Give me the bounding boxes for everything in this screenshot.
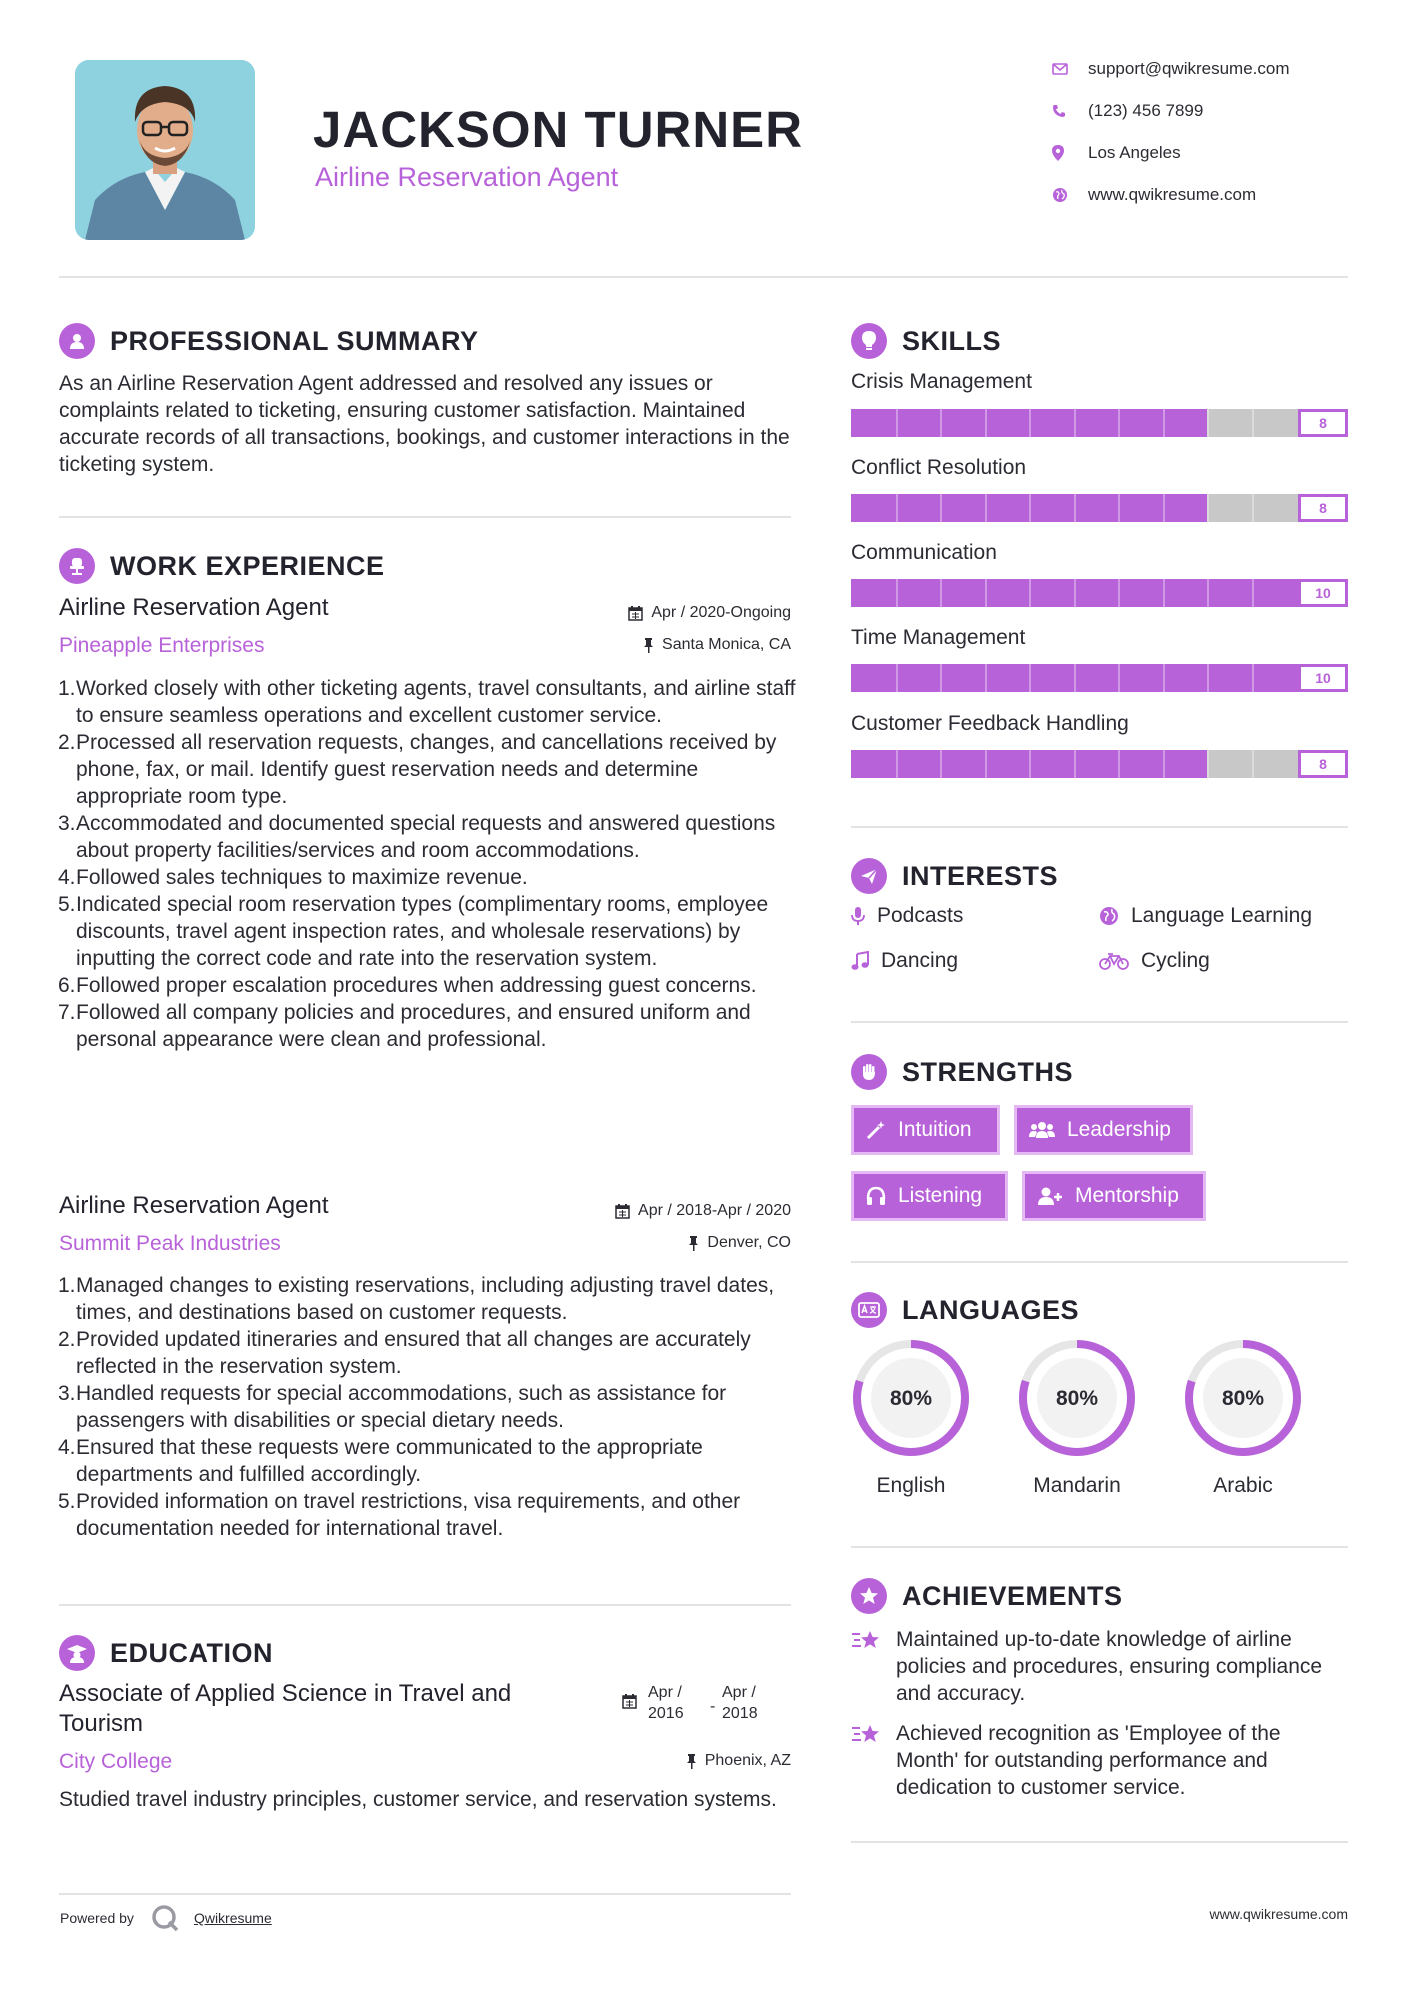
skill-bar-segment — [1163, 494, 1165, 522]
strength-chip-mentorship: Mentorship — [1022, 1171, 1206, 1221]
skill-bar-segment — [896, 750, 898, 778]
skill-bar-segment — [1163, 409, 1165, 437]
skill-name: Crisis Management — [851, 370, 1032, 393]
skill-value: 10 — [1298, 579, 1348, 607]
school-name: City College — [59, 1750, 173, 1773]
candidate-name: JACKSON TURNER — [313, 101, 804, 158]
job-title: Airline Reservation Agent — [59, 1192, 329, 1219]
skill-bar-segment — [1207, 579, 1209, 607]
thumbtack-icon — [643, 638, 654, 653]
list-item: 5. Indicated special room reservation types (complimentary rooms, employee discounts, travel agent inspection rates, and wholesale reservations) by inputting the correct code and rate into the reservation system. — [58, 893, 769, 970]
skill-bar-segment — [1252, 409, 1254, 437]
skill-bar-segment — [1029, 750, 1031, 778]
skill-bar-segment — [1118, 409, 1120, 437]
envelope-icon — [1048, 63, 1088, 75]
hand-icon — [851, 1054, 887, 1090]
contact-phone-text: (123) 456 7899 — [1088, 101, 1204, 120]
language-progress-ring — [850, 1337, 972, 1459]
interests-section-header — [851, 856, 1058, 896]
language-name: Arabic — [1213, 1474, 1273, 1497]
skill-bar-segment — [1029, 664, 1031, 692]
skill-bar-segment — [1118, 750, 1120, 778]
interest-language-learning: Language Learning — [1099, 904, 1312, 928]
microphone-icon — [851, 906, 865, 926]
strength-chip-intuition: Intuition — [851, 1105, 1000, 1155]
education-section-header — [59, 1633, 273, 1673]
languages-divider — [851, 1546, 1348, 1548]
skill-bar-segment — [1252, 750, 1254, 778]
skill-value: 10 — [1298, 664, 1348, 692]
skill-bar-segment — [940, 750, 942, 778]
list-item: 4. Ensured that these requests were communicated to the appropriate departments and fulfilled accordingly. — [58, 1436, 703, 1486]
job-bullet-list — [58, 1272, 798, 1542]
achievement-item: Maintained up-to-date knowledge of airline policies and procedures, ensuring compliance and accuracy. — [896, 1628, 1323, 1705]
list-item: 6. Followed proper escalation procedures when addressing guest concerns. — [58, 974, 757, 997]
star-badge-icon — [851, 1578, 887, 1614]
skill-bar-segment — [896, 579, 898, 607]
language-name: Mandarin — [1033, 1474, 1121, 1497]
paper-plane-icon — [851, 858, 887, 894]
language-name: English — [876, 1474, 946, 1497]
list-item: 4. Followed sales techniques to maximize revenue. — [58, 866, 528, 889]
education-divider — [59, 1893, 791, 1895]
contact-website[interactable] — [1048, 180, 1348, 210]
skill-bar — [851, 494, 1348, 522]
lightbulb-icon — [851, 323, 887, 359]
skill-bar-fill — [851, 579, 1348, 607]
skill-bar-segment — [1163, 750, 1165, 778]
user-icon — [59, 323, 95, 359]
language-icon — [851, 1292, 887, 1328]
skill-bar — [851, 750, 1348, 778]
skill-bar-segment — [1074, 664, 1076, 692]
language-progress-ring — [1016, 1337, 1138, 1459]
achievement-item: Achieved recognition as 'Employee of the Month' for outstanding performance and dedication to customer service. — [896, 1722, 1281, 1799]
skill-bar-segment — [1207, 409, 1209, 437]
list-item: 7. Followed all company policies and procedures, and ensured uniform and personal appearance were clean and professional. — [58, 1001, 751, 1051]
contact-email[interactable] — [1048, 54, 1348, 84]
skill-bar-segment — [1118, 664, 1120, 692]
job-company: Summit Peak Industries — [59, 1232, 281, 1255]
list-item: 2. Processed all reservation requests, changes, and cancellations received by phone, fax, or mail. Identify guest reservation needs and determine appropriate room type. — [58, 731, 777, 808]
languages-section-header — [851, 1290, 1079, 1330]
skill-bar-segment — [940, 409, 942, 437]
list-item: 1. Managed changes to existing reservations, including adjusting travel dates, times, and destinations based on customer requests. — [58, 1274, 775, 1324]
thumbtack-icon — [686, 1754, 697, 1769]
skill-bar-segment — [985, 409, 987, 437]
list-item: 1. Worked closely with other ticketing agents, travel consultants, and airline staff to ensure seamless operations and excellent customer service. — [58, 677, 796, 727]
job-date — [491, 1202, 791, 1220]
strength-chip-leadership: Leadership — [1014, 1105, 1193, 1155]
skill-bar-segment — [1029, 579, 1031, 607]
strengths-heading: STRENGTHS — [902, 1056, 1074, 1087]
strength-chip-listening: Listening — [851, 1171, 1008, 1221]
experience-divider — [59, 1604, 791, 1606]
qwikresume-logo-icon — [150, 1903, 180, 1933]
user-plus-icon — [1037, 1186, 1063, 1206]
skills-section-header — [851, 321, 1001, 361]
skill-bar-segment — [985, 750, 987, 778]
achievements-section-header — [851, 1576, 1123, 1616]
skill-bar-segment — [1118, 494, 1120, 522]
map-pin-icon — [1048, 145, 1088, 161]
calendar-icon — [628, 606, 643, 621]
achievements-heading: ACHIEVEMENTS — [902, 1580, 1123, 1611]
skill-bar-segment — [896, 494, 898, 522]
headphones-icon — [866, 1186, 886, 1206]
skill-value: 8 — [1298, 750, 1348, 778]
skill-name: Time Management — [851, 626, 1026, 649]
bicycle-icon — [1099, 952, 1129, 970]
list-item: 5. Provided information on travel restrictions, visa requirements, and other documentation needed for international travel. — [58, 1490, 741, 1540]
footer-powered-by — [60, 1903, 272, 1933]
skill-name: Communication — [851, 541, 997, 564]
contact-website-text: www.qwikresume.com — [1088, 185, 1257, 204]
interests-divider — [851, 1021, 1348, 1023]
skill-name: Conflict Resolution — [851, 456, 1027, 479]
candidate-title: Airline Reservation Agent — [315, 162, 619, 192]
contact-phone[interactable] — [1048, 96, 1348, 126]
skill-value: 8 — [1298, 409, 1348, 437]
skill-bar-segment — [940, 579, 942, 607]
interest-podcasts: Podcasts — [851, 904, 963, 928]
skill-bar-segment — [1029, 494, 1031, 522]
skill-bar — [851, 664, 1348, 692]
skill-bar-segment — [1207, 494, 1209, 522]
degree-title-line-2: Tourism — [59, 1710, 144, 1737]
skill-bar-segment — [1252, 579, 1254, 607]
education-location-text: Phoenix, AZ — [704, 1752, 791, 1769]
education-date-end: Apr / 2018 — [722, 1684, 758, 1722]
skill-value: 8 — [1298, 494, 1348, 522]
skill-bar-segment — [1074, 750, 1076, 778]
job-date-text: Apr / 2018-Apr / 2020 — [638, 1202, 791, 1219]
skill-bar — [851, 409, 1348, 437]
strengths-section-header — [851, 1052, 1073, 1092]
language-level-label: 80% — [1055, 1387, 1099, 1410]
calendar-icon — [615, 1204, 630, 1219]
interest-dancing: Dancing — [851, 949, 958, 973]
achievements-divider — [851, 1841, 1348, 1843]
skill-bar-segment — [1163, 664, 1165, 692]
skill-bar-segment — [1074, 579, 1076, 607]
interests-heading: INTERESTS — [902, 860, 1059, 891]
summary-divider — [59, 516, 791, 518]
experience-section-header — [59, 546, 385, 586]
job-location-text: Denver, CO — [707, 1234, 791, 1251]
skill-bar-segment — [985, 579, 987, 607]
education-heading: EDUCATION — [110, 1637, 273, 1668]
strengths-divider — [851, 1261, 1348, 1263]
experience-heading: WORK EXPERIENCE — [110, 550, 385, 581]
skill-bar-segment — [1163, 579, 1165, 607]
degree-title-line-1: Associate of Applied Science in Travel and — [59, 1680, 512, 1707]
education-description: Studied travel industry principles, customer service, and reservation systems. — [59, 1788, 777, 1811]
music-icon — [851, 951, 869, 971]
interest-cycling: Cycling — [1099, 949, 1210, 973]
job-date — [491, 604, 791, 622]
skill-bar-segment — [1252, 664, 1254, 692]
skill-bar-segment — [940, 664, 942, 692]
powered-by-label: Powered by — [60, 1910, 134, 1926]
job-location-text: Santa Monica, CA — [662, 636, 791, 653]
footer-website[interactable]: www.qwikresume.com — [1209, 1906, 1348, 1922]
skill-name: Customer Feedback Handling — [851, 712, 1129, 735]
phone-icon — [1048, 104, 1088, 118]
summary-section-header — [59, 321, 479, 361]
magic-wand-icon — [866, 1120, 886, 1140]
skill-bar-segment — [1074, 494, 1076, 522]
list-item: 3. Accommodated and documented special requests and answered questions about property facilities/services and room accommodations. — [58, 812, 776, 862]
education-location — [491, 1752, 791, 1770]
skill-bar-segment — [985, 494, 987, 522]
language-level-label: 80% — [1221, 1387, 1265, 1410]
qwikresume-link[interactable]: Qwikresume — [193, 1910, 272, 1926]
language-progress-ring — [1182, 1337, 1304, 1459]
education-date-dash: - — [710, 1698, 716, 1715]
job-title: Airline Reservation Agent — [59, 594, 329, 621]
list-item: 2. Provided updated itineraries and ensured that all changes are accurately reflected in the reservation system. — [58, 1328, 751, 1378]
skill-bar-segment — [1118, 579, 1120, 607]
skill-bar-segment — [940, 494, 942, 522]
skill-bar — [851, 579, 1348, 607]
contact-email-text: support@qwikresume.com — [1088, 59, 1290, 78]
thumbtack-icon — [688, 1236, 699, 1251]
header-divider — [59, 276, 1348, 278]
globe-icon — [1048, 187, 1088, 203]
graduation-icon — [59, 1635, 95, 1671]
job-location — [491, 1234, 791, 1252]
skills-divider — [851, 826, 1348, 828]
summary-text: As an Airline Reservation Agent addressed and resolved any issues or complaints related to ticketing, ensuring customer satisfaction. Maintained accurate records of all transactions, bookings, and customer interactions in the ticketing system. — [59, 372, 790, 476]
skill-bar-segment — [1207, 750, 1209, 778]
skill-bar-segment — [1074, 409, 1076, 437]
skill-bar-fill — [851, 664, 1348, 692]
office-chair-icon — [59, 548, 95, 584]
globe-icon — [1099, 906, 1119, 926]
skill-bar-segment — [1207, 664, 1209, 692]
profile-photo — [75, 60, 255, 240]
shooting-star-icon — [851, 1722, 883, 1753]
summary-heading: PROFESSIONAL SUMMARY — [110, 325, 479, 356]
skill-bar-segment — [1252, 494, 1254, 522]
shooting-star-icon — [851, 1628, 883, 1659]
contact-location-text: Los Angeles — [1088, 143, 1181, 162]
languages-heading: LANGUAGES — [902, 1294, 1080, 1325]
job-date-text: Apr / 2020-Ongoing — [651, 604, 791, 621]
job-company: Pineapple Enterprises — [59, 634, 265, 657]
contact-location — [1048, 138, 1348, 168]
job-bullet-list — [58, 675, 798, 1053]
job-location — [491, 636, 791, 654]
skills-heading: SKILLS — [902, 325, 1002, 356]
calendar-icon — [622, 1694, 637, 1714]
education-date-start: Apr / 2016 — [648, 1684, 684, 1722]
skill-bar-segment — [896, 409, 898, 437]
language-level-label: 80% — [889, 1387, 933, 1410]
list-item: 3. Handled requests for special accommodations, such as assistance for passengers with disabilities or special dietary needs. — [58, 1382, 727, 1432]
skill-bar-segment — [985, 664, 987, 692]
users-icon — [1029, 1120, 1055, 1140]
skill-bar-segment — [1029, 409, 1031, 437]
skill-bar-segment — [896, 664, 898, 692]
